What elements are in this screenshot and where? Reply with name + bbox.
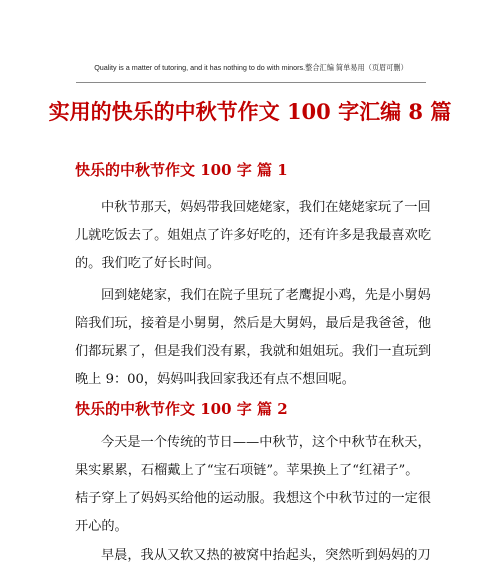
section-1-paragraph-2 [75,282,432,394]
document-title: 实用的快乐的中秋节作文 100 字汇编 8 篇 [48,99,452,124]
section-heading-1: 快乐的中秋节作文 100 字 篇 1 [75,161,288,179]
page-header-text: Quality is a matter of tutoring, and it has nothing to do with minors.整合汇编 简单易用（页眉可删） [94,63,408,72]
text-line: 中秋节那天，妈妈带我回姥姥家，我们在姥姥家玩了一回 [101,200,431,215]
text-line: 回到姥姥家，我们在院子里玩了老鹰捉小鸡，先是小舅妈 [101,288,431,303]
text-line: 晚上 9：00，妈妈叫我回家我还有点不想回呢。 [75,372,355,387]
section-2-paragraph-1 [75,429,432,541]
text-line: 桔子穿上了妈妈买给他的运动服。我想这个中秋节过的一定很 [75,491,432,506]
text-line: 开心的。 [75,519,128,534]
text-line: 果实累累，石榴戴上了“宝石项链”。苹果换上了“红裙子”。 [75,463,419,478]
section-heading-2: 快乐的中秋节作文 100 字 篇 2 [75,400,288,418]
text-line: 儿就吃饭去了。姐姐点了许多好吃的，还有许多是我最喜欢吃 [75,228,432,243]
text-line: 陪我们玩，接着是小舅舅，然后是大舅妈，最后是我爸爸，他 [75,316,432,331]
section-1-paragraph-1 [75,194,432,278]
text-line: 们都玩累了，但是我们没有累，我就和姐姐玩。我们一直玩到 [75,344,432,359]
text-line: 的。我们吃了好长时间。 [75,256,221,271]
text-line: 今天是一个传统的节日——中秋节，这个中秋节在秋天， [101,435,431,450]
header-divider [76,82,426,83]
section-2-paragraph-2 [75,542,431,566]
text-line: 早晨，我从又软又热的被窝中抬起头，突然听到妈妈的刀 [101,548,431,563]
